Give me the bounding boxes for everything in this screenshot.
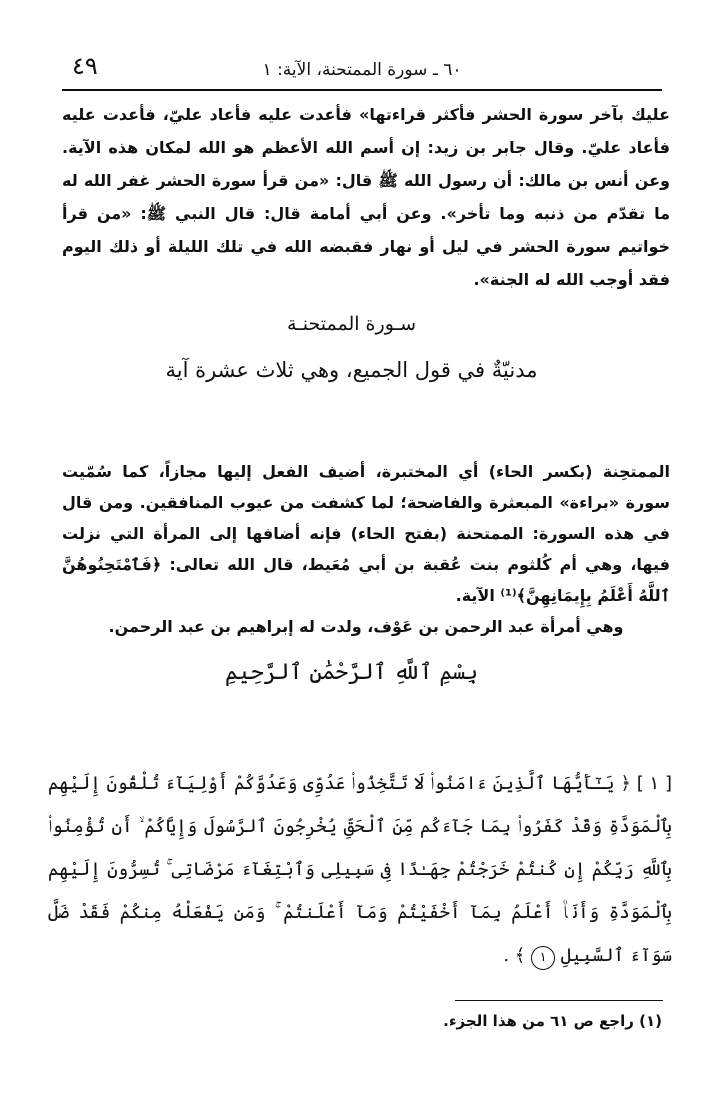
- verse-end-marker: ١: [531, 946, 555, 970]
- sura-subtitle: مدنيّةٌ في قول الجميع، وهي ثلاث عشرة آية: [165, 358, 538, 382]
- basmala: بِسْمِ ٱللَّهِ ٱلرَّحْمَٰنِ ٱلرَّحِيمِ: [224, 660, 478, 685]
- verse-number: [ ١ ]: [636, 773, 672, 794]
- page-header: [62, 52, 662, 86]
- running-title: ٦٠ ـ سورة الممتحنة، الآية: ١: [262, 60, 462, 80]
- verse-closing: ﴾ .: [503, 945, 526, 966]
- page-number: ٤٩: [72, 52, 98, 80]
- sura-title: سـورة الممتحنـة: [287, 313, 416, 335]
- footnote: (١) راجع ص ٦١ من هذا الجزء.: [443, 1012, 662, 1030]
- intro-paragraph-block: [62, 98, 670, 296]
- header-rule: [62, 89, 662, 91]
- intro-paragraph: عليك بآخر سورة الحشر فأكثر قراءتها» فأعدت عليه فأعاد عليّ، فأعدت عليه فأعاد عليّ. وقال جابر بن زيد: إن أسم الله الأعظم هو الله لمكان هذه الآية. وعن أنس بن مالك: أن رسول الله ﷺ قال: «من قرأ سورة الحشر غفر الله له ما تقدّم من ذنبه وما تأخر». وعن أبي أمامة قال: قال النبي ﷺ: «من قرأ خواتيم سورة الحشر في ليل أو نهار فقبضه الله في تلك الليلة أو ذلك اليوم فقد أوجب الله له الجنة».: [62, 105, 670, 289]
- footnote-rule: [455, 1000, 663, 1001]
- commentary-block: [62, 456, 670, 642]
- quran-verse: [48, 762, 672, 977]
- verse-text: ﴿ يَـٰٓأَيُّهَا ٱلَّذِينَ ءَامَنُوا۟ لَا تَتَّخِذُوا۟ عَدُوِّى وَعَدُوَّكُمْ أَوْلِيَآءَ تُلْقُونَ إِلَيْهِم بِٱلْمَوَدَّةِ وَقَدْ كَفَرُوا۟ بِمَا جَآءَكُم مِّنَ ٱلْحَقِّ يُخْرِجُونَ ٱلرَّسُولَ وَإِيَّاكُمْ ۙ أَن تُؤْمِنُوا۟ بِٱللَّهِ رَبِّكُمْ إِن كُنتُمْ خَرَجْتُمْ جِهَـٰدًا فِى سَبِيلِى وَٱبْتِغَآءَ مَرْضَاتِى ۚ تُسِرُّونَ إِلَيْهِم بِٱلْمَوَدَّةِ وَأَنَا۠ أَعْلَمُ بِمَآ أَخْفَيْتُمْ وَمَآ أَعْلَنتُمْ ۚ وَمَن يَفْعَلْهُ مِنكُمْ فَقَدْ ضَلَّ سَوَآءَ ٱلسَّبِيلِ: [48, 773, 672, 966]
- commentary-paragraph: الممتحِنة (بكسر الحاء) أي المختبرة، أضيف الفعل إليها مجازاً، كما سُمّيت سورة «براءة» المبعثرة والفاضحة؛ لما كشفت من عيوب المنافقين. ومن قال في هذه السورة: الممتحنة (بفتح الحاء) فإنه أضافها إلى المرأة التي نزلت فيها، وهي أم كُلثوم بنت عُقبة بن أبي مُعَيط، قال الله تعالى: ﴿فَٱمْتَحِنُوهُنَّ ٱللَّهُ أَعْلَمُ بِإِيمَانِهِنَّ﴾⁽¹⁾ الآية.: [62, 462, 670, 605]
- commentary-last-line: وهي أمرأة عبد الرحمن بن عَوْف، ولدت له إبراهيم بن عبد الرحمن.: [108, 617, 624, 636]
